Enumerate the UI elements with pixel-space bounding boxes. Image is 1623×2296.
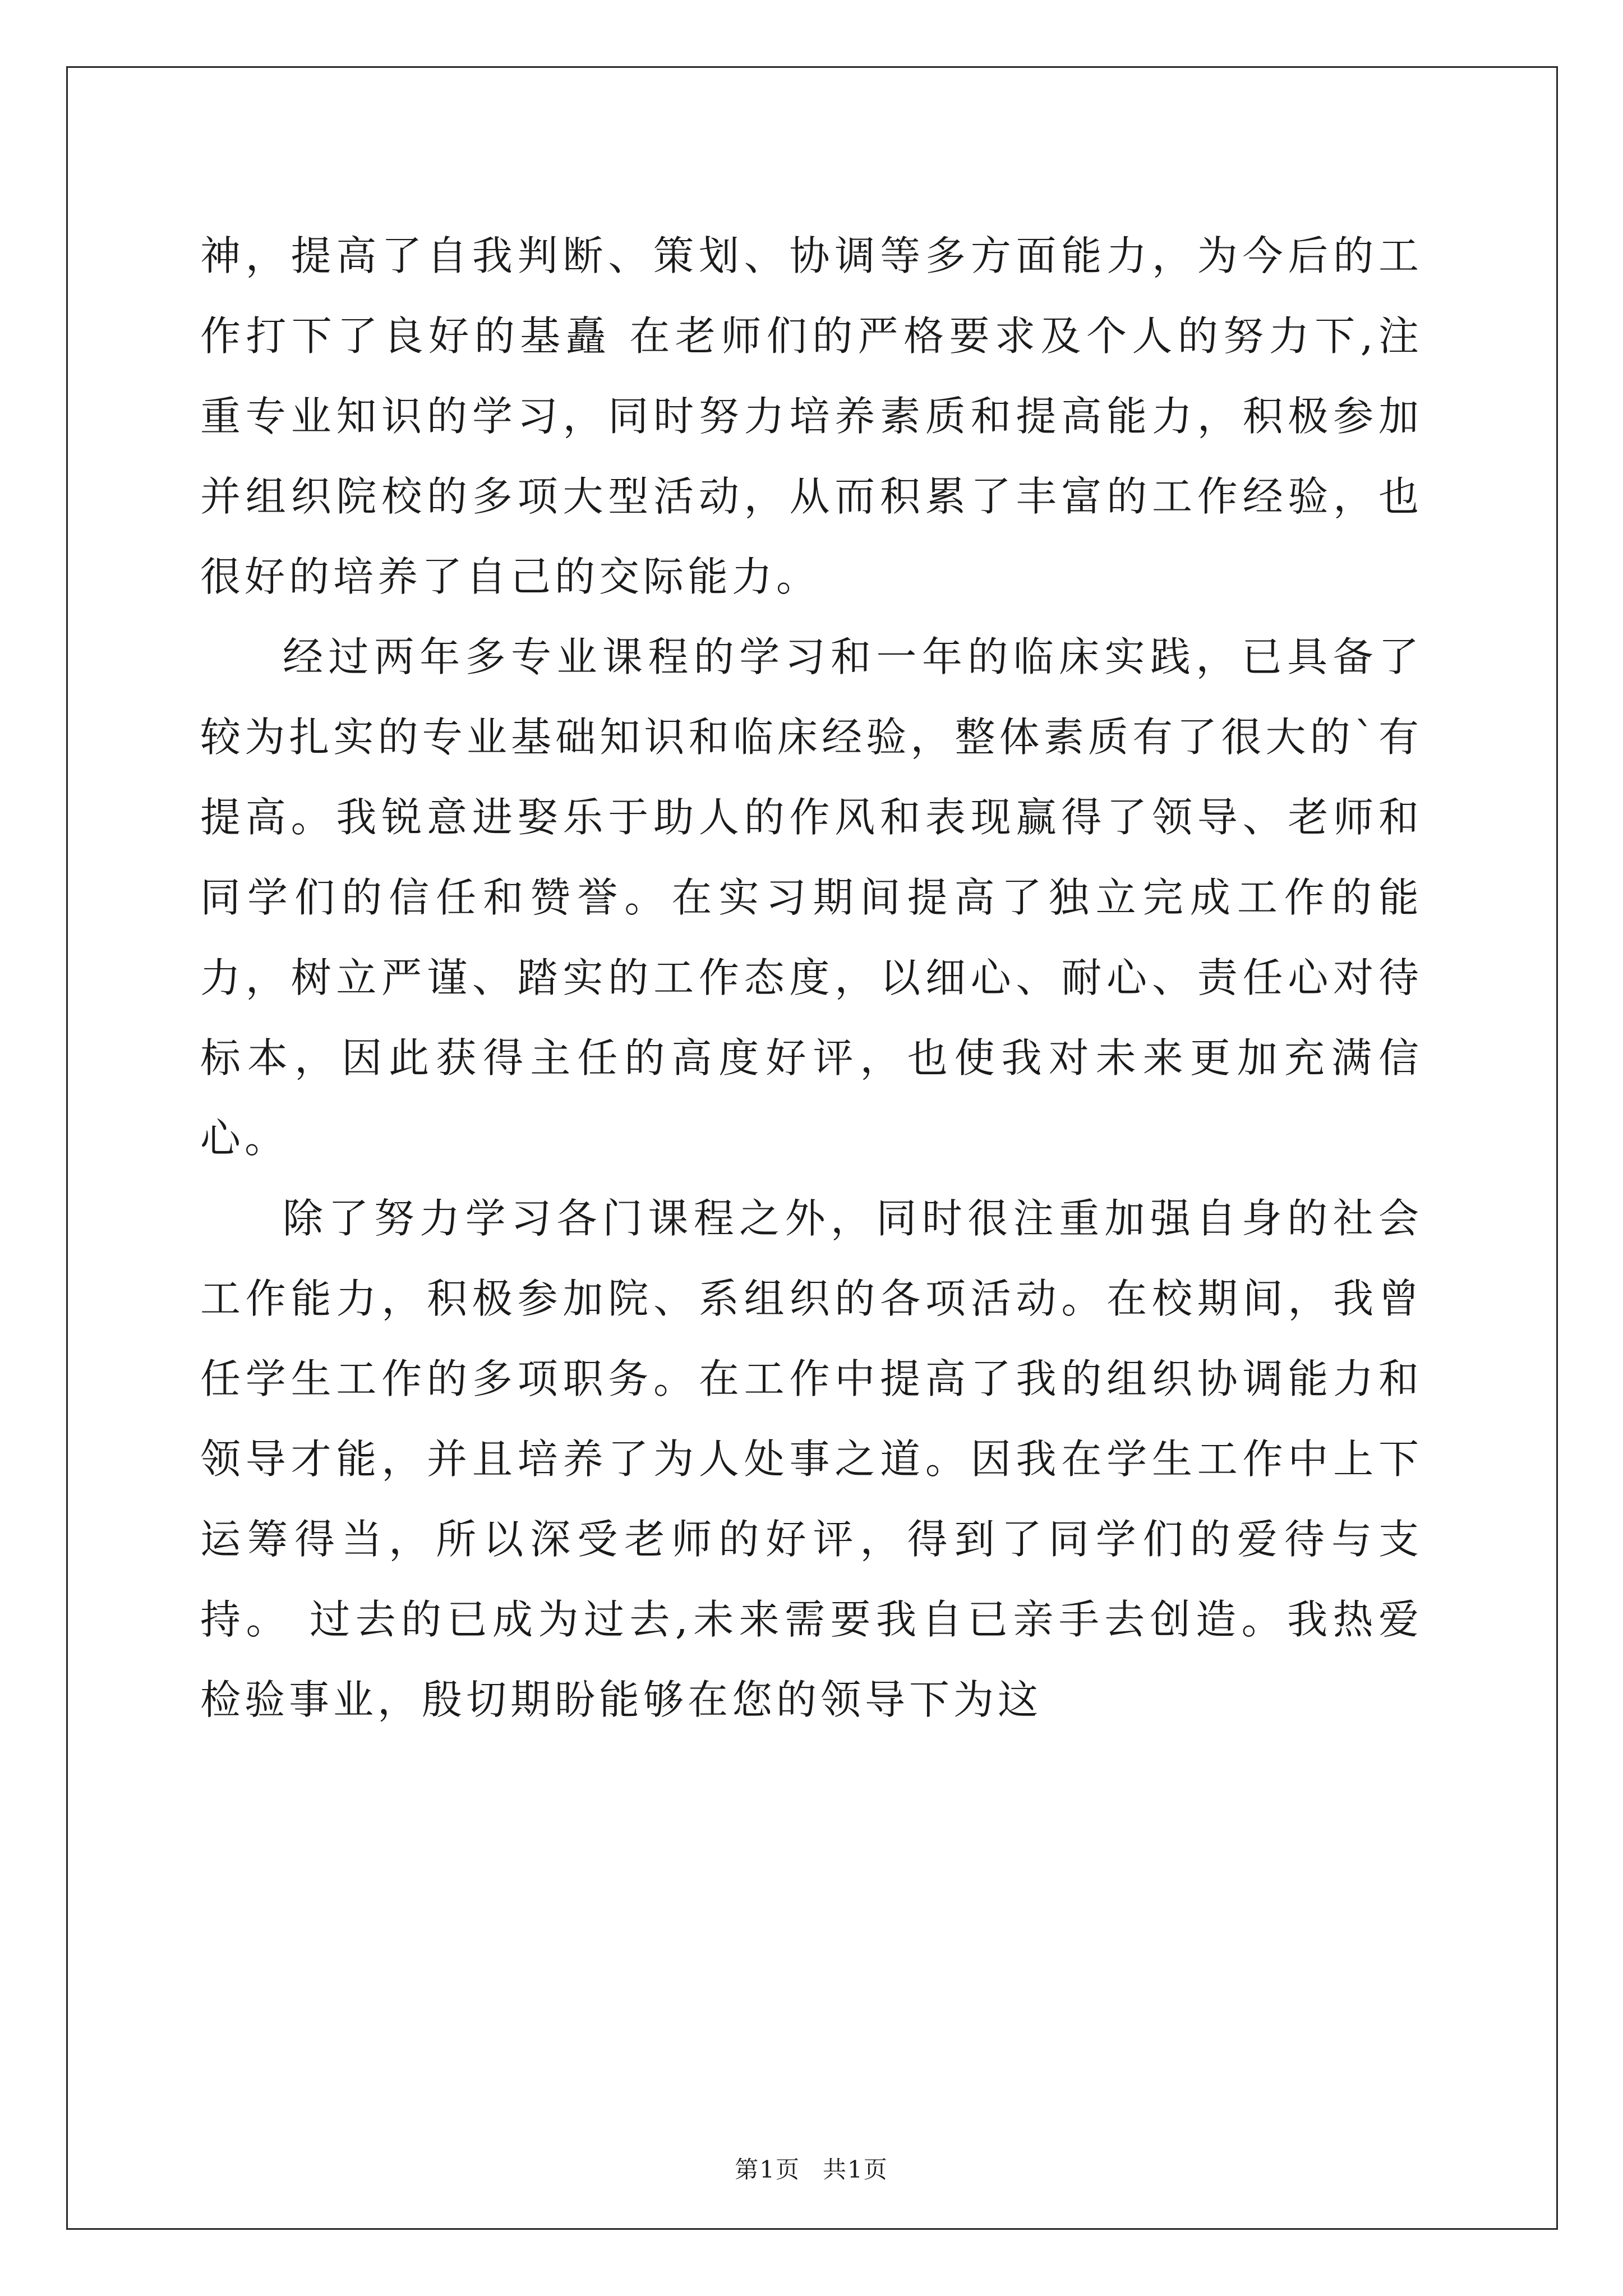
paragraph: 除了努力学习各门课程之外，同时很注重加强自身的社会工作能力，积极参加院、系组织的各项活动。在校期间，我曾任学生工作的多项职务。在工作中提高了我的组织协调能力和领导才能，并且培养了为人处事之道。因我在学生工作中上下运筹得当，所以深受老师的好评，得到了同学们的爱待与支持。 过去的已成为过去,未来需要我自已亲手去创造。我热爱检验事业，殷切期盼能够在您的领导下为这 (200, 1195, 1423, 1723)
document-body (200, 216, 1423, 1740)
page-total: 共1页 (823, 2156, 888, 2183)
page-footer (0, 2151, 1623, 2185)
page-number: 第1页 (735, 2156, 800, 2183)
paragraph: 神，提高了自我判断、策划、协调等多方面能力，为今后的工作打下了良好的基矗 在老师们的严格要求及个人的努力下,注重专业知识的学习，同时努力培养素质和提高能力，积极参加并组织院校的多项大型活动，从而积累了丰富的工作经验，也很好的培养了自己的交际能力。 (200, 232, 1423, 600)
paragraph: 经过两年多专业课程的学习和一年的临床实践，已具备了较为扎实的专业基础知识和临床经验，整体素质有了很大的`有提高。我锐意进娶乐于助人的作风和表现赢得了领导、老师和同学们的信任和赞誉。在实习期间提高了独立完成工作的能力，树立严谨、踏实的工作态度，以细心、耐心、责任心对待标本，因此获得主任的高度好评，也使我对未来更加充满信心。 (200, 633, 1423, 1162)
